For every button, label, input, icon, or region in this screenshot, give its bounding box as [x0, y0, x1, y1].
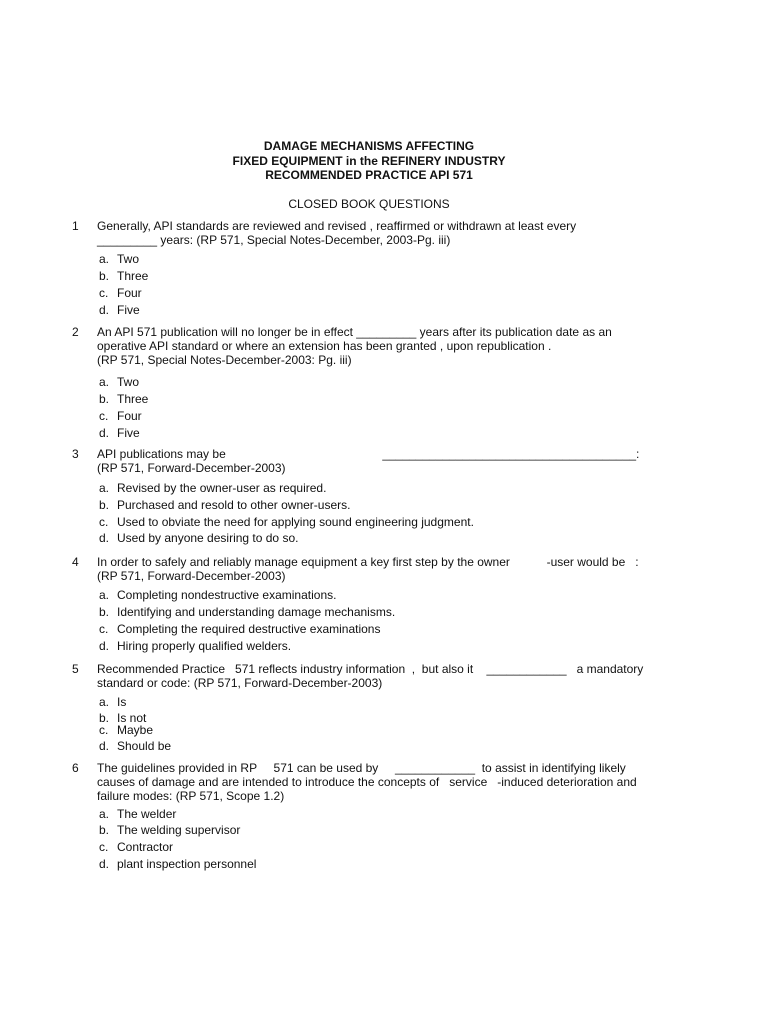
option-b: b. Is not — [99, 711, 147, 725]
option-b: b. Three — [99, 392, 149, 406]
option-a: a. Is — [99, 695, 127, 709]
question-line: (RP 571, Forward-December-2003) — [97, 461, 286, 475]
document-title-line-1: DAMAGE MECHANISMS AFFECTING — [263, 139, 475, 153]
question-text — [97, 325, 657, 367]
option-d: d. Five — [99, 426, 140, 440]
question-line: In order to safely and reliably manage equipment a key first step by the owner -user would be : — [97, 555, 639, 569]
question-line: (RP 571, Special Notes-December-2003: Pg. iii) — [97, 353, 352, 367]
option-d: d. Used by anyone desiring to do so. — [99, 531, 299, 545]
question-text — [97, 555, 657, 583]
option-a: a. Completing nondestructive examinations. — [99, 588, 337, 602]
option-d: d. Should be — [99, 739, 172, 753]
option-d: d. Five — [99, 303, 140, 317]
option-c: c. Four — [99, 286, 142, 300]
question-line: The guidelines provided in RP 571 can be used by ____________ to assist in identifying likely — [97, 761, 626, 775]
question-text — [97, 761, 657, 803]
question-line: operative API standard or where an extension has been granted , upon republication . — [97, 339, 552, 353]
option-d: d. Hiring properly qualified welders. — [99, 639, 292, 653]
document-title-line-2: FIXED EQUIPMENT in the REFINERY INDUSTRY — [232, 154, 506, 168]
question-line: Generally, API standards are reviewed and revised , reaffirmed or withdrawn at least every — [97, 219, 577, 233]
question-line: API publications may be ______________________________________: — [97, 447, 640, 461]
option-b: b. Three — [99, 269, 149, 283]
question-line: failure modes: (RP 571, Scope 1.2) — [97, 789, 285, 803]
question-number: 4 — [72, 555, 79, 569]
question-number: 3 — [72, 447, 79, 461]
option-c: c. Four — [99, 409, 142, 423]
question-number: 6 — [72, 761, 79, 775]
option-c: c. Used to obviate the need for applying sound engineering judgment. — [99, 515, 474, 529]
question-line: (RP 571, Forward-December-2003) — [97, 569, 286, 583]
option-a: a. Two — [99, 375, 140, 389]
question-line: Recommended Practice 571 reflects industry information , but also it ____________ a mandatory — [97, 662, 644, 676]
question-line: causes of damage and are intended to introduce the concepts of service -induced deterioration and — [97, 775, 637, 789]
option-b: b. The welding supervisor — [99, 823, 241, 837]
question-number: 2 — [72, 325, 79, 339]
question-text — [97, 447, 657, 475]
option-a: a. The welder — [99, 807, 177, 821]
question-number: 5 — [72, 662, 79, 676]
option-d: d. plant inspection personnel — [99, 857, 257, 871]
option-b: b. Identifying and understanding damage mechanisms. — [99, 605, 396, 619]
option-c: c. Maybe — [99, 723, 154, 737]
option-b: b. Purchased and resold to other owner-users. — [99, 498, 351, 512]
option-c: c. Completing the required destructive examinations — [99, 622, 381, 636]
option-a: a. Two — [99, 252, 140, 266]
question-line: standard or code: (RP 571, Forward-December-2003) — [97, 676, 383, 690]
document-subtitle: CLOSED BOOK QUESTIONS — [288, 197, 450, 211]
question-line: An API 571 publication will no longer be in effect _________ years after its publication date as an — [97, 325, 612, 339]
question-text — [97, 219, 657, 247]
option-a: a. Revised by the owner-user as required. — [99, 481, 327, 495]
document-title-line-3: RECOMMENDED PRACTICE API 571 — [265, 168, 473, 182]
option-c: c. Contractor — [99, 840, 174, 854]
question-line: _________ years: (RP 571, Special Notes-December, 2003-Pg. iii) — [97, 233, 451, 247]
question-text — [97, 662, 657, 690]
question-number: 1 — [72, 219, 79, 233]
